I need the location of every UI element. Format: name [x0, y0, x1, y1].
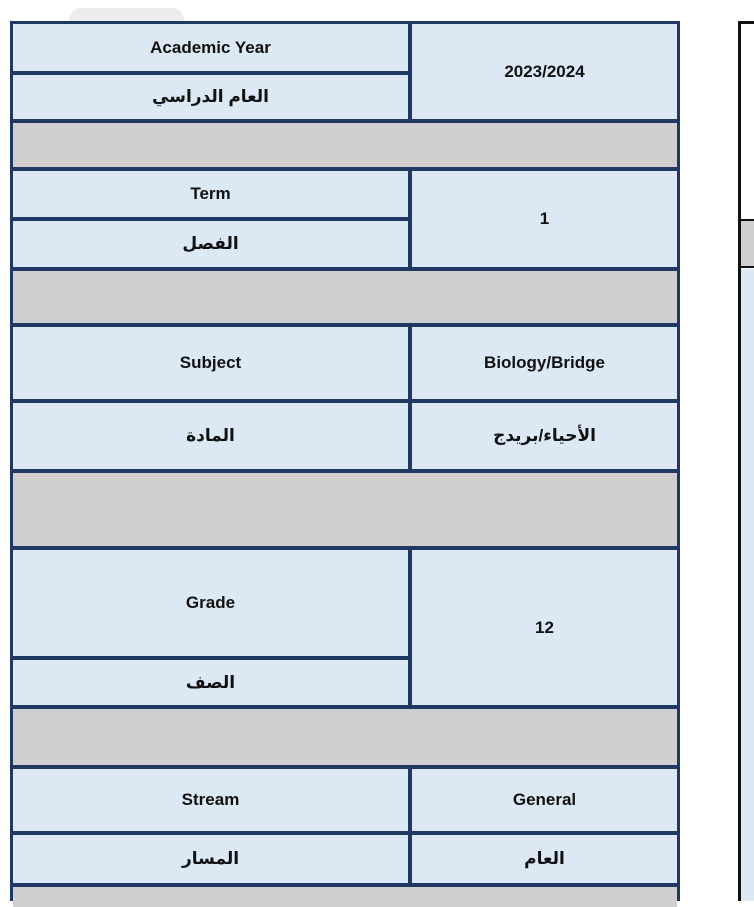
stream-value-en: General [512, 790, 577, 809]
academic-year-label [13, 24, 408, 71]
subject-label-ar-text: المادة [186, 426, 235, 445]
stream-label-ar [13, 835, 408, 883]
adjacent-page-lower [741, 269, 754, 901]
academic-year-value [412, 24, 677, 119]
adjacent-page-band [741, 219, 754, 268]
subject-value-ar-text: الأحياء/بريدج [493, 426, 596, 445]
stream-label-en: Stream [181, 790, 240, 809]
academic-year-label-ar-text: العام الدراسي [152, 87, 269, 106]
academic-year-value-text: 2023/2024 [504, 61, 585, 81]
academic-year-label-ar [13, 75, 408, 119]
grade-value-text: 12 [535, 617, 554, 637]
term-label-en: Term [190, 184, 231, 203]
stream-label-ar-text: المسار [181, 849, 240, 868]
adjacent-page-edge [738, 21, 754, 901]
subject-label [13, 327, 408, 399]
term-label-ar [13, 221, 408, 267]
subject-label-ar [13, 403, 408, 469]
term-label-ar-text: الفصل [182, 234, 239, 253]
stream-value-ar-text: العام [524, 849, 565, 868]
subject-value-ar [412, 403, 677, 469]
subject-label-en: Subject [179, 353, 242, 372]
spacer-row [13, 709, 677, 765]
spacer-row [13, 271, 677, 323]
spacer-row [13, 473, 677, 546]
grade-label-en: Grade [185, 593, 236, 612]
stream-value [412, 769, 677, 831]
spacer-row [13, 887, 677, 907]
term-label [13, 171, 408, 217]
stream-label [13, 769, 408, 831]
grade-label-ar [13, 660, 408, 705]
stream-value-ar [412, 835, 677, 883]
info-table [10, 21, 680, 901]
grade-label [13, 550, 408, 656]
term-value-text: 1 [539, 209, 550, 228]
grade-value [412, 550, 677, 705]
academic-year-label-en: Academic Year [150, 37, 271, 57]
spacer-row [13, 123, 677, 167]
grade-label-ar-text: الصف [185, 672, 236, 692]
subject-value [412, 327, 677, 399]
term-value [412, 171, 677, 267]
subject-value-en: Biology/Bridge [484, 353, 605, 372]
